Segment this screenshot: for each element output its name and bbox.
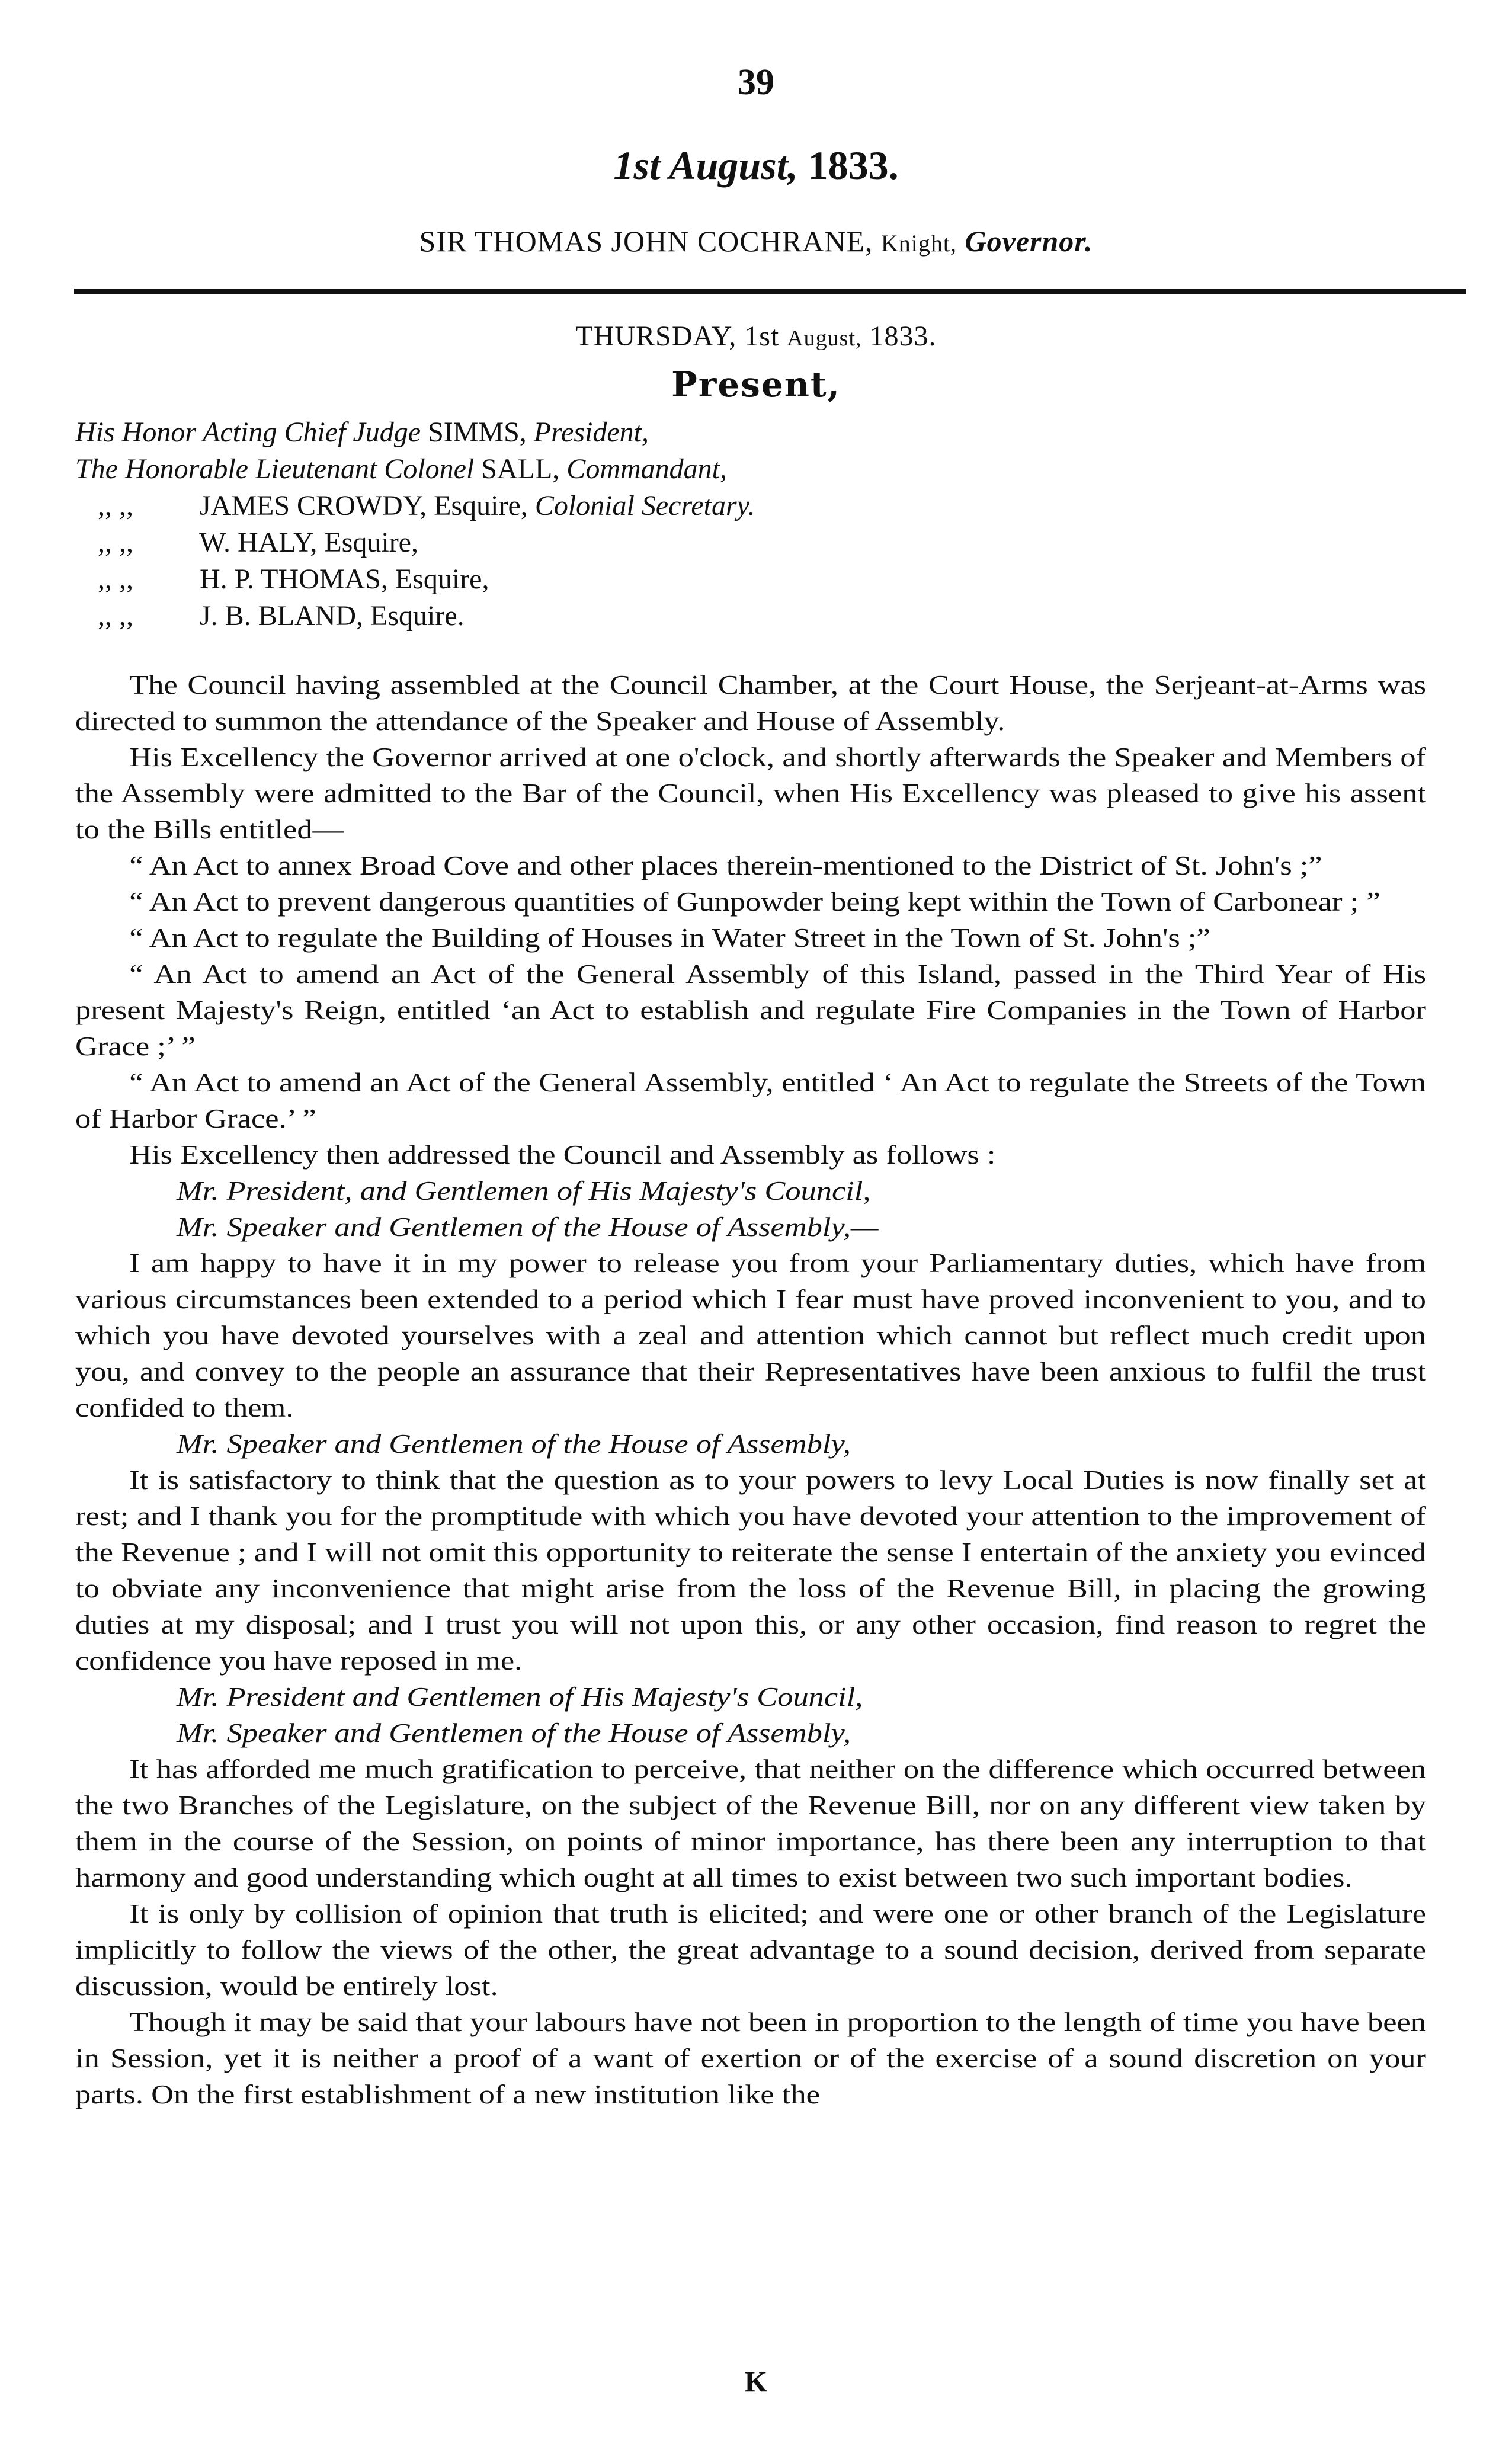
bill-title: “ An Act to regulate the Building of Houses in Water Street in the Town of St. John's ;” [129,923,1210,953]
paragraph: Though it may be said that your labours have not been in proportion to the length of time you have been in Session, yet it is neither a proof of a want of exertion or of the exercise of a sound discretion on your parts. On the first establishment of a new institution like the [75,2007,1427,2109]
signature-mark: K [744,2365,768,2398]
address-line: Mr. Speaker and Gentlemen of the House of Assembly, [177,1429,851,1459]
address-line: Mr. President, and Gentlemen of His Majesty's Council, [177,1176,871,1206]
session-month: August, [787,326,862,351]
attendee-line [98,562,489,597]
present-heading: Present, [671,364,841,405]
bill-title: “ An Act to annex Broad Cove and other places therein-mentioned to the District of St. John's ;” [129,850,1322,880]
paragraph: His Excellency then addressed the Council and Assembly as follows : [129,1139,996,1170]
date-heading-day: 1st August, [613,143,798,188]
paragraph: It is only by collision of opinion that truth is elicited; and were one or other branch of the Legislature implicitly to follow the views of the other, the great advantage to a sound decision, derived from separate discussion, would be entirely lost. [75,1898,1427,2001]
attendee-role: President, [533,417,649,448]
attendee-name: SALL, [481,453,560,485]
page-number: 39 [738,62,774,103]
address-line: Mr. Speaker and Gentlemen of the House of Assembly,— [177,1212,879,1242]
paragraph: The Council having assembled at the Council Chamber, at the Court House, the Serjeant-at-Arms was directed to summon the attendance of the Speaker and House of Assembly. [75,670,1427,736]
address-line: Mr. Speaker and Gentlemen of the House of Assembly, [177,1718,851,1748]
session-year: 1833. [869,321,937,352]
attendee-name: J. B. BLAND, Esquire. [200,600,465,632]
attendee-line [75,451,727,487]
attendee-line [98,525,418,560]
ditto-marks: ,, ,, [98,563,133,595]
attendee-prefix: His Honor Acting Chief Judge [75,417,421,448]
attendee-name: H. P. THOMAS, Esquire, [200,563,489,595]
bill-title: “ An Act to amend an Act of the General Assembly, entitled ‘ An Act to regulate the Streets of the Town of Harbor Grace.’ ” [75,1067,1427,1133]
attendee-line [98,488,755,524]
attendee-role: Commandant, [566,453,727,485]
session-day: THURSDAY, 1st [575,321,780,352]
ditto-marks: ,, ,, [98,527,133,558]
session-date [0,320,1512,353]
horizontal-rule [74,289,1466,294]
paragraph: I am happy to have it in my power to release you from your Parliamentary duties, which have from various circumstances been extended to a period which I fear must have proved inconvenient to you, and to which you have devoted yourselves with a zeal and attention which cannot but reflect much credit upon you, and convey to the people an assurance that their Representatives have been anxious to fulfil the trust confided to them. [75,1248,1427,1423]
attendee-name: W. HALY, Esquire, [199,527,418,558]
attendee-name: SIMMS, [428,417,527,448]
governor-title: Governor. [965,225,1093,258]
address-line: Mr. President and Gentlemen of His Majesty's Council, [177,1681,863,1712]
governor-rank: Knight, [880,230,957,257]
attendee-line [75,415,649,450]
attendee-prefix: The Honorable Lieutenant Colonel [75,453,475,485]
attendee-name: JAMES CROWDY, Esquire, [200,490,528,521]
date-heading-year: 1833. [808,143,899,188]
bill-title: “ An Act to prevent dangerous quantities of Gunpowder being kept within the Town of Carbonear ; ” [129,886,1380,917]
attendee-role: Colonial Secretary. [534,490,755,521]
ditto-marks: ,, ,, [98,600,133,632]
governor-line [0,224,1512,258]
paragraph: It has afforded me much gratification to perceive, that neither on the difference which occurred between the two Branches of the Legislature, on the subject of the Revenue Bill, nor on any different view taken by them in the course of the Session, on points of minor importance, has there been any interruption to that harmony and good understanding which ought at all times to exist between two such important bodies. [75,1754,1427,1892]
body-text [75,667,1426,2112]
ditto-marks: ,, ,, [98,490,133,521]
date-heading [0,142,1512,189]
attendee-line [98,598,465,634]
bill-title: “ An Act to amend an Act of the General Assembly of this Island, passed in the Third Year of His present Majesty's Reign, entitled ‘an Act to establish and regulate Fire Companies in the Town of Harbor Grace ;’ ” [75,959,1427,1061]
paragraph: It is satisfactory to think that the question as to your powers to levy Local Duties is now finally set at rest; and I thank you for the promptitude with which you have devoted your attention to the improvement of the Revenue ; and I will not omit this opportunity to reiterate the sense I entertain of the anxiety you evinced to obviate any inconvenience that might arise from the loss of the Revenue Bill, in placing the growing duties at my disposal; and I trust you will not upon this, or any other occasion, find reason to regret the confidence you have reposed in me. [75,1465,1427,1676]
paragraph: His Excellency the Governor arrived at one o'clock, and shortly afterwards the Speaker and Members of the Assembly were admitted to the Bar of the Council, when His Excellency was pleased to give his assent to the Bills entitled— [75,742,1427,844]
governor-name: SIR THOMAS JOHN COCHRANE, [419,225,873,258]
